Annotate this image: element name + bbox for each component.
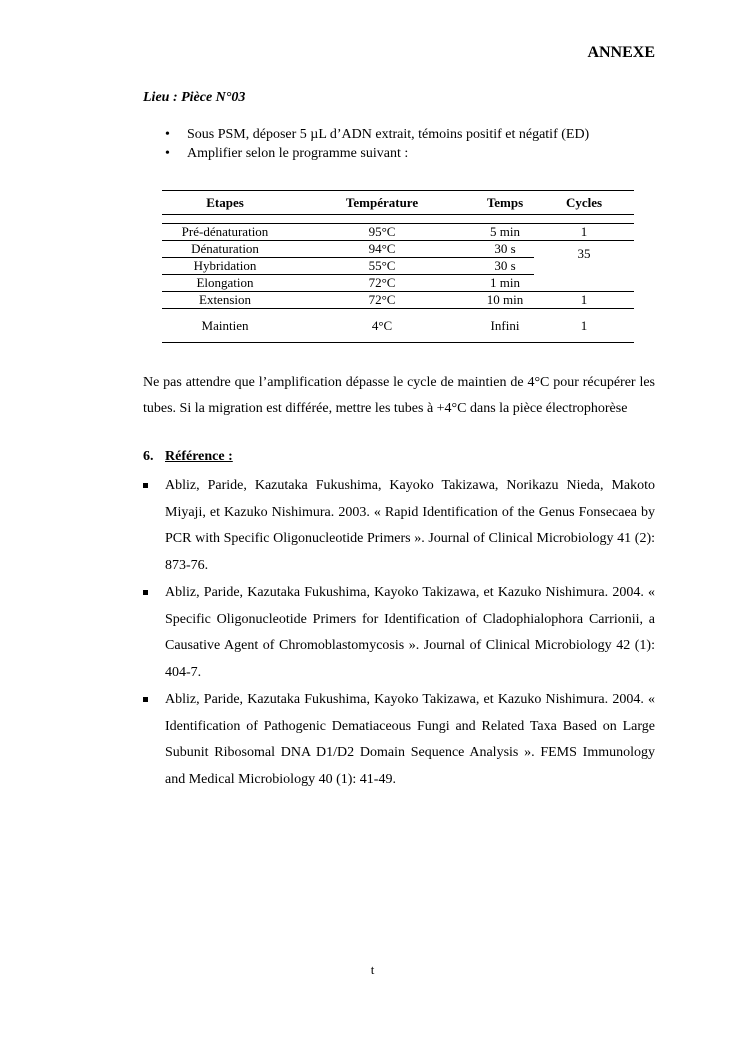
- cell-etape: Elongation: [162, 275, 288, 292]
- reference-text: Abliz, Paride, Kazutaka Fukushima, Kayoko Takizawa, et Kazuko Nishimura. 2004. « Specific Oligonucleotide Primers for Identification of Cladophialophora Carrionii, a Causative Agent of Chromoblastomycosis ». Journal of Clinical Microbiology 42 (1): 404‑7.: [165, 585, 655, 680]
- location-label: Lieu : Pièce N°03: [143, 90, 246, 105]
- cell-etape: Extension: [162, 292, 288, 309]
- cell-etape: Dénaturation: [162, 241, 288, 258]
- instruction-list: [165, 125, 589, 163]
- cell-temps: 30 s: [476, 258, 534, 275]
- table-header-row: [162, 191, 634, 215]
- cell-cycles-merged: 35: [534, 241, 634, 292]
- square-bullet-icon: [143, 697, 148, 702]
- reference-list: [143, 473, 655, 794]
- cell-temperature: 95°C: [288, 224, 476, 241]
- cell-cycles: 1: [534, 224, 634, 241]
- table-row: [162, 317, 634, 334]
- column-header: Temps: [476, 191, 534, 215]
- reference-text: Abliz, Paride, Kazutaka Fukushima, Kayoko Takizawa, et Kazuko Nishimura. 2004. « Identification of Pathogenic Dematiaceous Fungi and Related Taxa Based on Large Subunit Ribosomal DNA D1/D2 Domain Sequence Analysis ». FEMS Immunology and Medical Microbiology 40 (1): 41‑49.: [165, 692, 655, 787]
- cell-temperature: 72°C: [288, 275, 476, 292]
- references-heading: [143, 449, 233, 465]
- cell-temps: 1 min: [476, 275, 534, 292]
- reference-item: [143, 473, 655, 579]
- page-header-title: ANNEXE: [587, 44, 655, 61]
- reference-text: Abliz, Paride, Kazutaka Fukushima, Kayoko Takizawa, Norikazu Nieda, Makoto Miyaji, et Kazuko Nishimura. 2003. « Rapid Identification of the Genus Fonsecaea by PCR with Specific Oligonucleotide Primers ». Journal of Clinical Microbiology 41 (2): 873‑76.: [165, 478, 655, 573]
- cell-cycles: 1: [534, 292, 634, 309]
- cell-temperature: 4°C: [371, 317, 393, 333]
- square-bullet-icon: [143, 483, 148, 488]
- cell-temperature: 94°C: [288, 241, 476, 258]
- square-bullet-icon: [143, 590, 148, 595]
- cell-temps: Infini: [490, 317, 520, 333]
- column-header: Cycles: [534, 191, 634, 215]
- protocol-note-paragraph: Ne pas attendre que l’amplification dépasse le cycle de maintien de 4°C pour récupérer les tubes. Si la migration est différée, mettre les tubes à +4°C dans la pièce électrophorèse: [143, 375, 655, 416]
- cell-etape: Maintien: [201, 317, 249, 333]
- column-header: Température: [288, 191, 476, 215]
- reference-item: [143, 580, 655, 686]
- table-row: [162, 292, 634, 309]
- cell-etape: Pré-dénaturation: [162, 224, 288, 241]
- cell-cycles: 1: [580, 317, 588, 333]
- column-header: Etapes: [162, 191, 288, 215]
- pcr-program-table: [162, 190, 634, 343]
- cell-etape: Hybridation: [162, 258, 288, 275]
- section-title: Référence :: [165, 449, 233, 464]
- cell-temps: 30 s: [476, 241, 534, 258]
- cell-temperature: 55°C: [288, 258, 476, 275]
- cell-temps: 5 min: [476, 224, 534, 241]
- list-item: • Sous PSM, déposer 5 µL d’ADN extrait, témoins positif et négatif (ED): [165, 125, 589, 144]
- list-item: • Amplifier selon le programme suivant :: [165, 144, 589, 163]
- section-number: 6.: [143, 449, 154, 464]
- cell-temps: 10 min: [476, 292, 534, 309]
- table-row: [162, 224, 634, 241]
- cell-temperature: 72°C: [288, 292, 476, 309]
- table-row: [162, 241, 634, 258]
- page-number: t: [370, 962, 375, 977]
- reference-item: [143, 687, 655, 793]
